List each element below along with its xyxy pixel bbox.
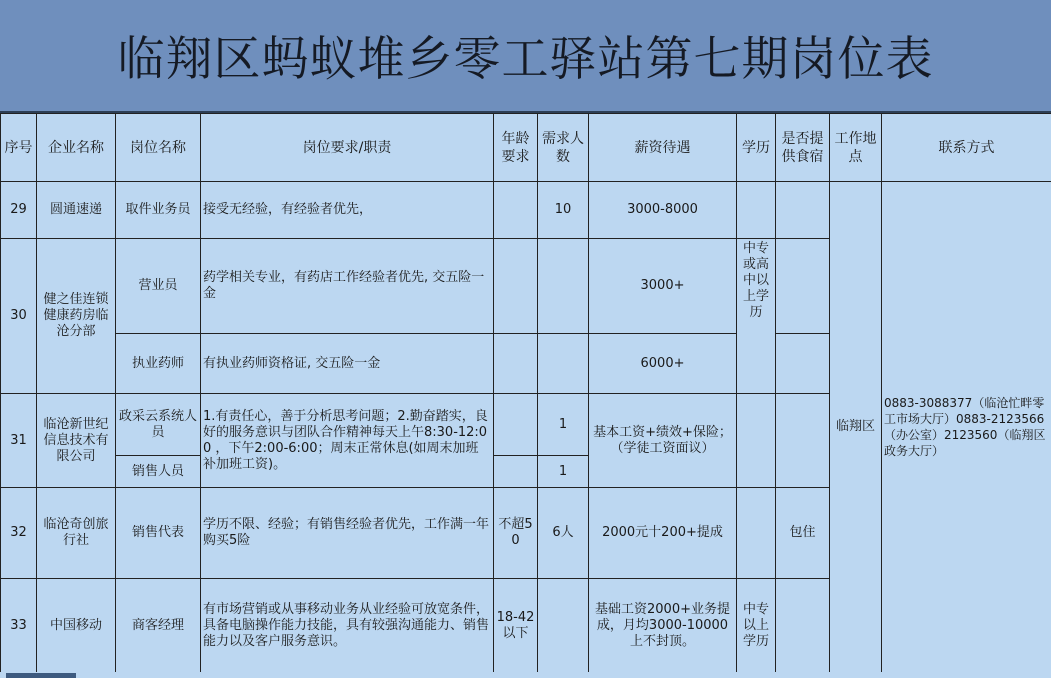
row-age xyxy=(494,394,538,456)
row-salary: 2000元十200+提成 xyxy=(589,488,737,579)
row-lodging xyxy=(776,182,830,239)
row-company: 临沧奇创旅行社 xyxy=(37,488,116,579)
title-bar xyxy=(0,0,1051,113)
row-count: 1 xyxy=(538,394,589,456)
row-position: 销售代表 xyxy=(116,488,201,579)
row-position: 营业员 xyxy=(116,239,201,334)
row-lodging xyxy=(776,394,830,488)
row-count: 6人 xyxy=(538,488,589,579)
row-position: 取件业务员 xyxy=(116,182,201,239)
header-requirements: 岗位要求/职责 xyxy=(201,114,494,182)
row-salary: 6000+ xyxy=(589,334,737,394)
row-count xyxy=(538,579,589,673)
row-age xyxy=(494,182,538,239)
row-requirements: 有市场营销或从事移动业务从业经验可放宽条件，具备电脑操作能力技能，具有较强沟通能力、销售能力以及客户服务意识。 xyxy=(201,579,494,673)
table-header-row xyxy=(1,114,1051,182)
row-position: 商客经理 xyxy=(116,579,201,673)
header-position: 岗位名称 xyxy=(116,114,201,182)
job-table xyxy=(0,113,1051,673)
row-company: 健之佳连锁健康药房临沧分部 xyxy=(37,239,116,394)
row-lodging xyxy=(776,334,830,394)
row-count xyxy=(538,239,589,334)
row-position: 执业药师 xyxy=(116,334,201,394)
row-salary: 3000+ xyxy=(589,239,737,334)
row-lodging: 包住 xyxy=(776,488,830,579)
header-salary: 薪资待遇 xyxy=(589,114,737,182)
row-count: 1 xyxy=(538,456,589,488)
row-education xyxy=(737,488,776,579)
row-seq: 33 xyxy=(1,579,37,673)
row-company: 中国移动 xyxy=(37,579,116,673)
row-salary: 基本工资+绩效+保险；（学徒工资面议） xyxy=(589,394,737,488)
row-salary: 3000-8000 xyxy=(589,182,737,239)
shared-contact: 0883-3088377（临沧忙畔零工市场大厅）0883-2123566（办公室）2123560（临翔区政务大厅） xyxy=(882,182,1051,673)
row-age: 18-42以下 xyxy=(494,579,538,673)
header-contact: 联系方式 xyxy=(882,114,1051,182)
row-seq: 30 xyxy=(1,239,37,394)
header-seq: 序号 xyxy=(1,114,37,182)
row-requirements: 药学相关专业，有药店工作经验者优先, 交五险一金 xyxy=(201,239,494,334)
row-age xyxy=(494,239,538,334)
header-age: 年龄要求 xyxy=(494,114,538,182)
row-seq: 31 xyxy=(1,394,37,488)
header-lodging: 是否提供食宿 xyxy=(776,114,830,182)
row-company: 圆通速递 xyxy=(37,182,116,239)
row-education: 中专以上学历 xyxy=(737,579,776,673)
header-location: 工作地点 xyxy=(830,114,882,182)
row-education xyxy=(737,394,776,488)
row-age xyxy=(494,456,538,488)
page-title: 临翔区蚂蚁堆乡零工驿站第七期岗位表 xyxy=(117,32,934,87)
row-lodging xyxy=(776,239,830,334)
row-seq: 29 xyxy=(1,182,37,239)
row-education: 中专或高中以上学历 xyxy=(737,239,776,394)
row-count xyxy=(538,334,589,394)
row-requirements: 学历不限、经验；有销售经验者优先，工作满一年购买5险 xyxy=(201,488,494,579)
row-requirements: 有执业药师资格证, 交五险一金 xyxy=(201,334,494,394)
row-company: 临沧新世纪信息技术有限公司 xyxy=(37,394,116,488)
row-requirements: 接受无经验，有经验者优先， xyxy=(201,182,494,239)
horizontal-scrollbar[interactable] xyxy=(6,673,76,678)
row-position: 政采云系统人员 xyxy=(116,394,201,456)
row-age: 不超50 xyxy=(494,488,538,579)
row-requirements: 1.有责任心，善于分析思考问题；2.勤奋踏实，良好的服务意识与团队合作精神每天上午8:30-12:00 ，下午2:00-6:00；周末正常休息(如周末加班补加班工资)。 xyxy=(201,394,494,488)
row-position: 销售人员 xyxy=(116,456,201,488)
table-row xyxy=(1,182,1051,239)
row-seq: 32 xyxy=(1,488,37,579)
shared-location: 临翔区 xyxy=(830,182,882,673)
row-count: 10 xyxy=(538,182,589,239)
header-education: 学历 xyxy=(737,114,776,182)
bottom-strip xyxy=(0,672,1051,678)
row-age xyxy=(494,334,538,394)
header-company: 企业名称 xyxy=(37,114,116,182)
row-education xyxy=(737,182,776,239)
row-lodging xyxy=(776,579,830,673)
header-count: 需求人数 xyxy=(538,114,589,182)
row-salary: 基础工资2000+业务提成，月均3000-10000上不封顶。 xyxy=(589,579,737,673)
